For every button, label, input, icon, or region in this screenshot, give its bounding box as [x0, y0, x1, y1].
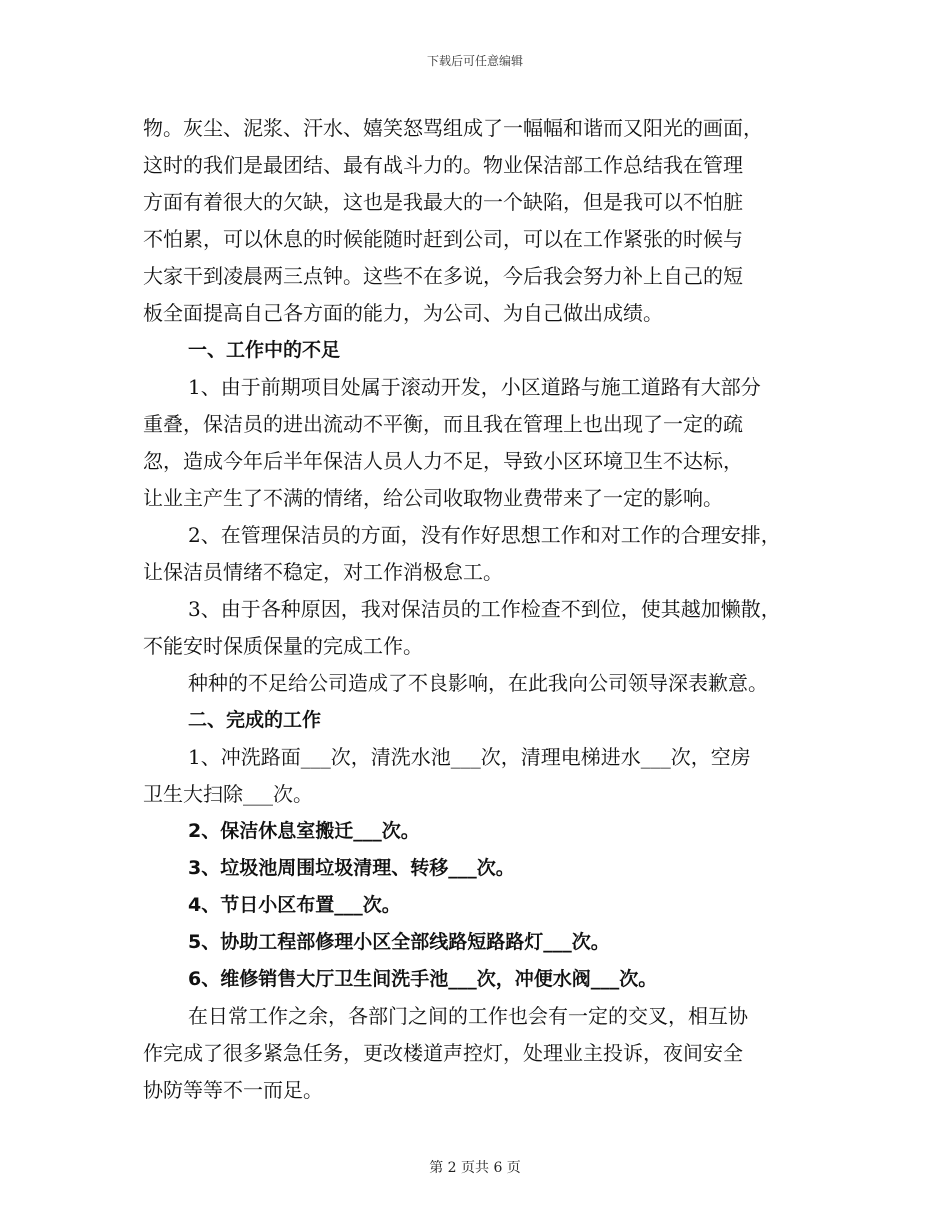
document-body: [143, 110, 823, 1109]
paragraph-line: 2、在管理保洁员的方面，没有作好思想工作和对工作的合理安排，: [188, 523, 781, 547]
paragraph-line: 3、由于各种原因，我对保洁员的工作检查不到位，使其越加懒散，: [188, 597, 781, 621]
page-footer: 第 2 页共 6 页: [429, 1160, 521, 1176]
paragraph-line: 1、由于前期项目处属于滚动开发，小区道路与施工道路有大部分: [188, 375, 761, 399]
paragraph-line: 不怕累，可以休息的时候能随时赶到公司，可以在工作紧张的时候与: [143, 227, 743, 251]
paragraph-line: 作完成了很多紧急任务，更改楼道声控灯，处理业主投诉，夜间安全: [143, 1041, 743, 1065]
paragraph-line: 在日常工作之余，各部门之间的工作也会有一定的交叉，相互协: [188, 1004, 748, 1028]
list-item: 6、维修销售大厅卫生间洗手池___次，冲便水阀___次。: [188, 968, 658, 990]
section-heading: 二、完成的工作: [188, 709, 322, 731]
paragraph-line: 卫生大扫除___次。: [143, 782, 313, 806]
paragraph-line: 方面有着很大的欠缺，这也是我最大的一个缺陷，但是我可以不怕脏: [143, 190, 743, 214]
page-header: 下载后可任意编辑: [426, 54, 523, 68]
list-item: 3、垃圾池周围垃圾清理、转移___次。: [188, 857, 515, 879]
paragraph-line: 板全面提高自己各方面的能力，为公司、为自己做出成绩。: [143, 301, 663, 325]
paragraph-line: 1、冲洗路面___次，清洗水池___次，清理电梯进水___次，空房: [188, 745, 751, 769]
paragraph-line: 大家干到凌晨两三点钟。这些不在多说，今后我会努力补上自己的短: [143, 264, 743, 288]
list-item: 5、协助工程部修理小区全部线路短路路灯___次。: [188, 931, 610, 953]
paragraph-line: 这时的我们是最团结、最有战斗力的。物业保洁部工作总结我在管理: [143, 153, 743, 177]
paragraph-line: 不能安时保质保量的完成工作。: [143, 634, 423, 658]
paragraph-line: 种种的不足给公司造成了不良影响，在此我向公司领导深表歉意。: [188, 671, 768, 695]
paragraph-line: 让业主产生了不满的情绪，给公司收取物业费带来了一定的影响。: [143, 486, 723, 510]
paragraph-line: 物。灰尘、泥浆、汗水、嬉笑怒骂组成了一幅幅和谐而又阳光的画面，: [143, 116, 763, 140]
paragraph-line: 忽，造成今年后半年保洁人员人力不足，导致小区环境卫生不达标，: [143, 449, 743, 473]
list-item: 4、节日小区布置___次。: [188, 894, 401, 916]
section-heading: 一、工作中的不足: [188, 339, 341, 361]
paragraph-line: 重叠，保洁员的进出流动不平衡，而且我在管理上也出现了一定的疏: [143, 412, 743, 436]
list-item: 2、保洁休息室搬迁___次。: [188, 820, 420, 842]
paragraph-line: 让保洁员情绪不稳定，对工作消极怠工。: [143, 560, 503, 584]
paragraph-line: 协防等等不一而足。: [143, 1078, 323, 1102]
